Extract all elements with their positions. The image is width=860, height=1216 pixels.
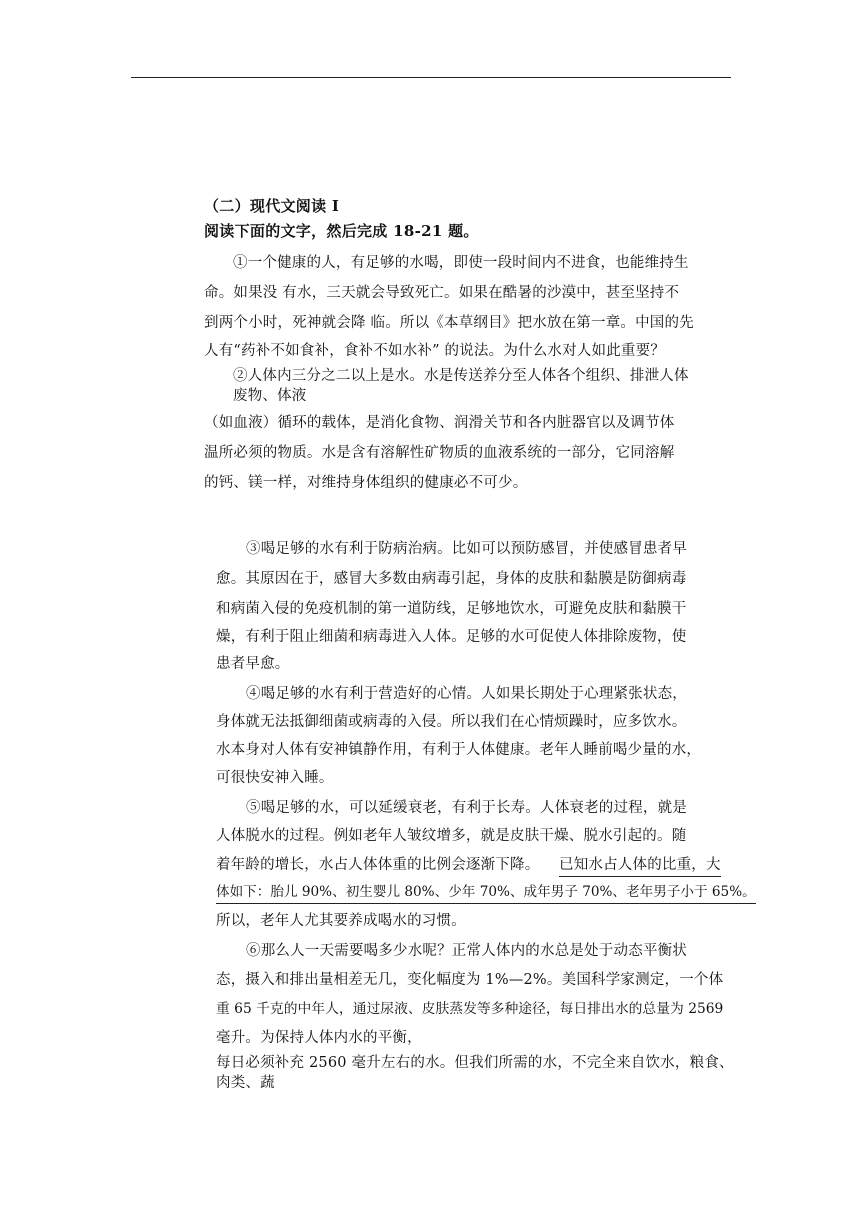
paragraph-line: 人有“药补不如食补，食补不如水补” 的说法。为什么水对人如此重要？ xyxy=(204,343,666,359)
paragraph-line: 重 65 千克的中年人，通过尿液、皮肤蒸发等多种途径，每日排出水的总量为 2569 xyxy=(216,1001,724,1017)
paragraph-line: 态，摄入和排出量相差无几，变化幅度为 1%—2%。美国科学家测定，一个体 xyxy=(216,972,724,988)
paragraph-line: 废物、体液 xyxy=(233,388,307,404)
paragraph-line: （如血液）循环的载体，是消化食物、润滑关节和各内脏器官以及调节体 xyxy=(204,415,675,431)
paragraph-line: 毫升。为保持人体内水的平衡， xyxy=(216,1030,422,1046)
paragraph-line: 温所必须的物质。水是含有溶解性矿物质的血液系统的一部分，它同溶解 xyxy=(204,445,675,461)
paragraph-line: 所以，老年人尤其要养成喝水的习惯。 xyxy=(216,913,466,929)
paragraph-line: 和病菌入侵的免疫机制的第一道防线，足够地饮水，可避免皮肤和黏膜干 xyxy=(216,601,687,617)
paragraph-line: 的钙、镁一样，对维持身体组织的健康必不可少。 xyxy=(204,475,528,491)
paragraph-line: 每日必须补充 2560 毫升左右的水。但我们所需的水，不完全来自饮水，粮食、 xyxy=(216,1055,734,1071)
paragraph-line: 可很快安神入睡。 xyxy=(216,770,334,786)
paragraph-line: 命。如果没 有水，三天就会导致死亡。如果在酷暑的沙漠中，甚至坚持不 xyxy=(204,285,680,301)
paragraph-line: ⑤喝足够的水，可以延缓衰老，有利于长寿。人体衰老的过程，就是 xyxy=(246,800,687,816)
paragraph-line: 患者早愈。 xyxy=(216,656,290,672)
question-instruction: 阅读下面的文字，然后完成 18-21 题。 xyxy=(204,222,479,240)
paragraph-line: 人体脱水的过程。例如老年人皱纹增多，就是皮肤干燥、脱水引起的。随 xyxy=(216,828,687,844)
header-rule xyxy=(131,77,731,78)
paragraph-line: ④喝足够的水有利于营造好的心情。人如果长期处于心理紧张状态， xyxy=(246,686,687,702)
paragraph-line: 燥，有利于阻止细菌和病毒进入人体。足够的水可促使人体排除废物，使 xyxy=(216,629,687,645)
paragraph-line: ①一个健康的人，有足够的水喝，即使一段时间内不进食，也能维持生 xyxy=(233,255,689,271)
underlined-text: 已知水占人体的比重，大 xyxy=(559,855,721,877)
paragraph-line: 身体就无法抵御细菌或病毒的入侵。所以我们在心情烦躁时，应多饮水。 xyxy=(216,714,687,730)
paragraph-line: ⑥那么人一天需要喝多少水呢？正常人体内的水总是处于动态平衡状 xyxy=(246,943,687,959)
paragraph-line: 水本身对人体有安神镇静作用，有利于人体健康。老年人睡前喝少量的水， xyxy=(216,742,702,758)
paragraph-line: ②人体内三分之二以上是水。水是传送养分至人体各个组织、排泄人体 xyxy=(233,368,689,384)
paragraph-line: ③喝足够的水有利于防病治病。比如可以预防感冒，并使感冒患者早 xyxy=(246,541,687,557)
paragraph-line: 肉类、蔬 xyxy=(216,1075,275,1091)
paragraph-line: 愈。其原因在于，感冒大多数由病毒引起，身体的皮肤和黏膜是防御病毒 xyxy=(216,571,687,587)
underlined-text: 体如下：胎儿 90%、初生婴儿 80%、少年 70%、成年男子 70%、老年男子小于 65%。 xyxy=(216,882,756,904)
paragraph-line: 到两个小时，死神就会降 临。所以《本草纲目》把水放在第一章。中国的先 xyxy=(204,315,694,331)
section-heading: （二）现代文阅读 I xyxy=(204,197,340,215)
paragraph-line: 着年龄的增长，水占人体体重的比例会逐渐下降。 xyxy=(216,857,540,873)
